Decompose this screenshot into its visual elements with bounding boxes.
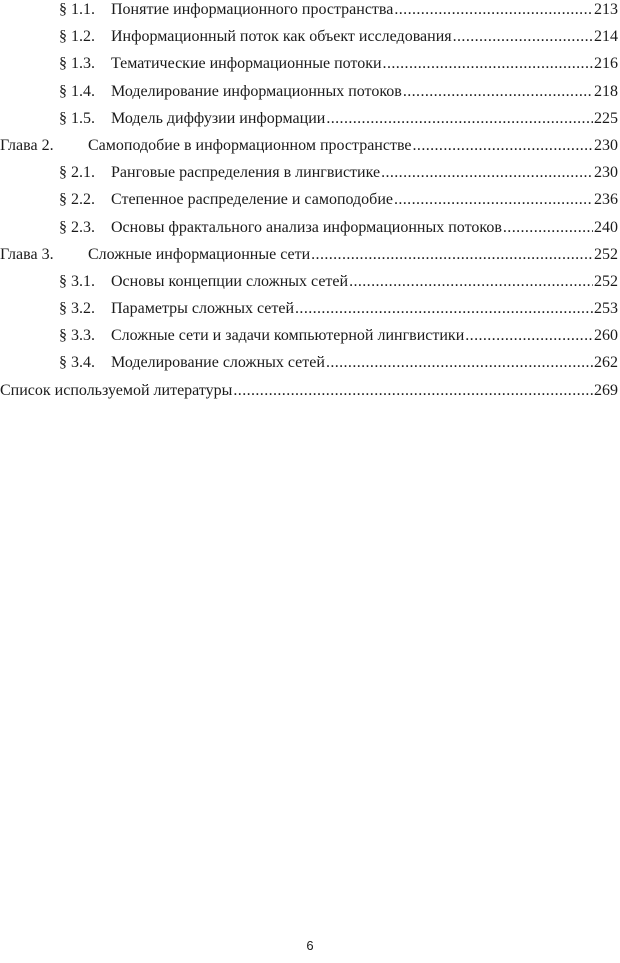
toc-entry-title: Основы фрактального анализа информационных потоков	[111, 218, 502, 236]
toc-entry-title: Сложные сети и задачи компьютерной лингвистики	[111, 327, 465, 345]
toc-entry-title: Ранговые распределения в лингвистике	[111, 164, 381, 182]
toc-entry-number: § 1.5.	[59, 109, 95, 127]
dot-leader	[403, 83, 593, 101]
dot-leader	[394, 1, 593, 19]
toc-entry-number: § 1.1.	[59, 1, 95, 18]
toc-entry-title: Самоподобие в информационном пространстве	[88, 136, 412, 154]
dot-leader	[295, 300, 593, 318]
toc-entry-number: § 2.1.	[59, 164, 95, 182]
toc-entry-number: § 3.4.	[59, 354, 95, 372]
toc-entry-page: 260	[594, 327, 618, 345]
toc-entry-number: § 3.2.	[59, 300, 95, 318]
toc-entry-number: § 3.1.	[59, 272, 95, 290]
toc-entry-title: Тематические информационные потоки	[111, 55, 382, 73]
toc-entry-title: Понятие информационного пространства	[111, 1, 394, 18]
toc-entry-3-3[interactable]	[0, 326, 620, 353]
toc-entry-number: § 3.3.	[59, 327, 95, 345]
toc-entry-title: Степенное распределение и самоподобие	[111, 191, 393, 209]
toc-entry-number: § 1.4.	[59, 82, 95, 100]
dot-leader	[503, 219, 593, 237]
toc-entry-page: 216	[594, 55, 618, 73]
toc-entry-page: 269	[594, 381, 618, 399]
toc-entry-number: § 1.3.	[59, 55, 95, 73]
toc-entry-page: 230	[594, 136, 618, 154]
toc-entry-number: § 1.2.	[59, 28, 95, 46]
toc-entry-bibliography[interactable]	[0, 381, 620, 408]
toc-entry-number: § 2.2.	[59, 191, 95, 209]
toc-entry-number: Глава 2.	[0, 136, 54, 154]
dot-leader	[233, 382, 593, 400]
dot-leader	[326, 110, 593, 128]
toc-entry-title: Параметры сложных сетей	[111, 300, 295, 318]
toc-entry-3-1[interactable]	[0, 272, 620, 299]
toc-entry-title: Основы концепции сложных сетей	[111, 272, 349, 290]
toc-entry-page: 225	[594, 109, 618, 127]
toc-entry-page: 214	[594, 28, 618, 46]
toc-entry-chapter-2[interactable]	[0, 136, 620, 163]
toc-entry-page: 213	[594, 1, 618, 18]
toc-entry-title: Информационный поток как объект исследования	[111, 28, 452, 46]
dot-leader	[394, 191, 593, 209]
toc-entry-chapter-3[interactable]	[0, 245, 620, 272]
toc-entry-page: 236	[594, 191, 618, 209]
toc-entry-page: 253	[594, 300, 618, 318]
toc-entry-1-4[interactable]	[0, 82, 620, 109]
toc-entry-title: Модель диффузии информации	[111, 109, 326, 127]
dot-leader	[326, 354, 593, 372]
toc-entry-page: 240	[594, 218, 618, 236]
toc-entry-3-4[interactable]	[0, 353, 620, 380]
toc-entry-title: Сложные информационные сети	[88, 245, 311, 263]
toc-entry-2-3[interactable]	[0, 218, 620, 245]
dot-leader	[465, 327, 593, 345]
toc-entry-1-1[interactable]	[0, 0, 620, 27]
dot-leader	[413, 137, 593, 155]
dot-leader	[381, 164, 593, 182]
toc-entry-2-2[interactable]	[0, 190, 620, 217]
toc-entry-title: Моделирование сложных сетей	[111, 354, 325, 372]
toc-entry-page: 262	[594, 354, 618, 372]
toc-entry-title: Список используемой литературы	[0, 381, 233, 399]
toc-entry-page: 252	[594, 272, 618, 290]
table-of-contents	[0, 0, 620, 408]
dot-leader	[453, 28, 593, 46]
toc-entry-title: Моделирование информационных потоков	[111, 82, 402, 100]
toc-entry-3-2[interactable]	[0, 299, 620, 326]
toc-entry-1-2[interactable]	[0, 27, 620, 54]
dot-leader	[349, 273, 593, 291]
toc-entry-page: 252	[594, 245, 618, 263]
dot-leader	[383, 55, 593, 73]
toc-entry-1-3[interactable]	[0, 54, 620, 81]
page-number: 6	[306, 938, 314, 953]
dot-leader	[311, 246, 593, 264]
toc-entry-page: 218	[594, 82, 618, 100]
toc-entry-page: 230	[594, 164, 618, 182]
toc-entry-2-1[interactable]	[0, 163, 620, 190]
toc-entry-number: Глава 3.	[0, 245, 54, 263]
toc-entry-1-5[interactable]	[0, 109, 620, 136]
toc-entry-number: § 2.3.	[59, 218, 95, 236]
